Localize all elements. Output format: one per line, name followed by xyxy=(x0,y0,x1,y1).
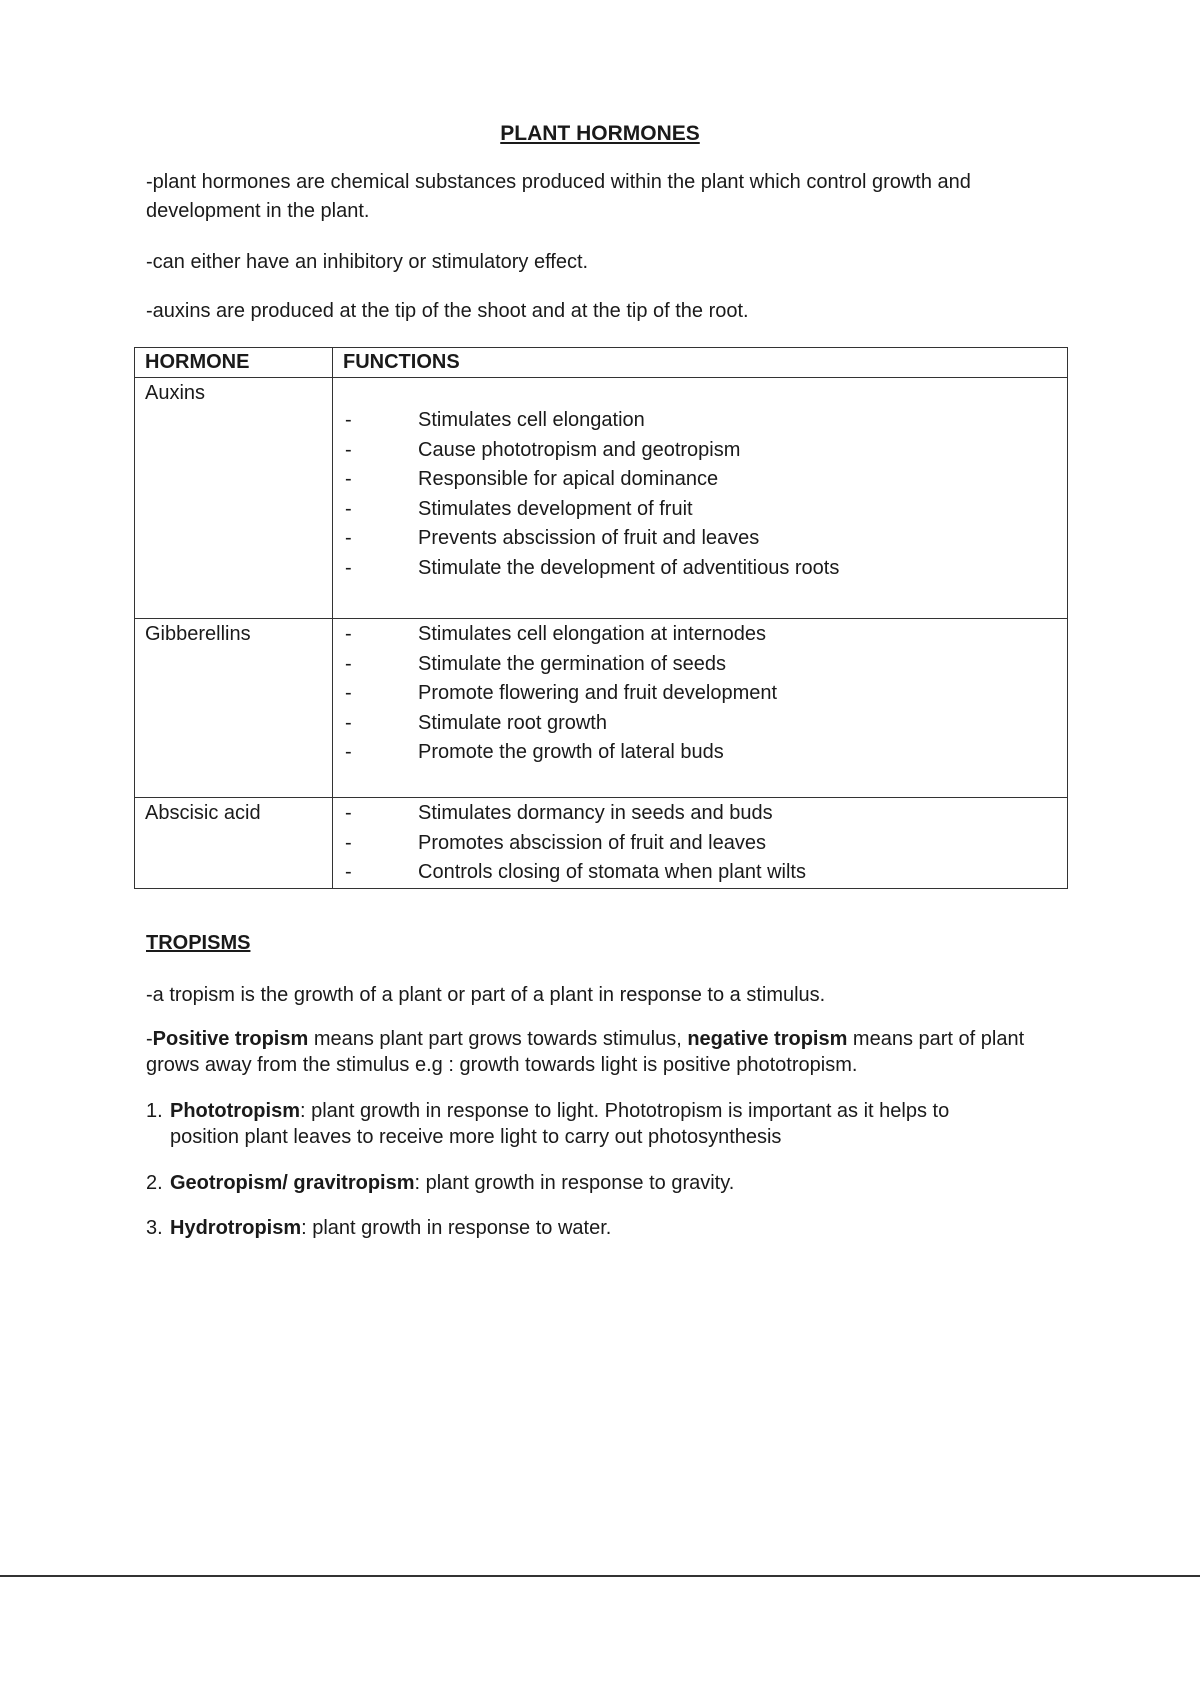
function-text: Responsible for apical dominance xyxy=(418,468,719,490)
item-text: : plant growth in response to light. Phototropism is important as it helps to xyxy=(300,1100,950,1122)
dash-marker: - xyxy=(345,438,352,461)
item-number: 1. xyxy=(146,1100,163,1122)
dash-marker: - xyxy=(345,527,352,549)
functions-cell xyxy=(333,798,1068,889)
list-item xyxy=(333,465,1067,495)
negative-tropism-term: negative tropism xyxy=(687,1028,848,1050)
dash-marker: - xyxy=(345,711,352,734)
dash-marker: - xyxy=(345,652,352,675)
header-functions: FUNCTIONS xyxy=(333,348,1068,378)
list-item xyxy=(146,1098,1046,1150)
intro-paragraph-3: -auxins are produced at the tip of the shoot and at the tip of the root. xyxy=(146,300,749,322)
list-item xyxy=(146,1215,1046,1241)
function-text: Stimulate root growth xyxy=(418,711,607,734)
pos-prefix: - xyxy=(146,1028,153,1050)
function-text: Controls closing of stomata when plant wilts xyxy=(418,861,806,883)
functions-list xyxy=(333,378,1067,583)
functions-list xyxy=(333,798,1067,888)
function-text: Stimulates development of fruit xyxy=(418,497,693,520)
positive-negative-paragraph xyxy=(146,1026,1046,1078)
functions-cell xyxy=(333,378,1068,619)
functions-cell xyxy=(333,619,1068,798)
list-item xyxy=(146,1170,1046,1196)
item-term: Hydrotropism xyxy=(170,1217,302,1239)
item-term: Phototropism xyxy=(170,1100,300,1122)
bottom-divider xyxy=(0,1575,1200,1577)
table-header-row xyxy=(135,348,1068,378)
dash-marker: - xyxy=(345,861,352,883)
item-text-continued: position plant leaves to receive more light to carry out photosynthesis xyxy=(170,1126,782,1148)
item-term: Geotropism/ gravitropism xyxy=(170,1172,415,1194)
list-item xyxy=(333,709,1067,739)
table-row xyxy=(135,798,1068,889)
item-text: : plant growth in response to gravity. xyxy=(414,1172,735,1194)
functions-list xyxy=(333,619,1067,768)
function-text: Stimulates cell elongation at internodes xyxy=(418,623,766,645)
function-text: Promote flowering and fruit development xyxy=(418,682,778,704)
function-text: Promote the growth of lateral buds xyxy=(418,741,724,763)
dash-marker: - xyxy=(345,468,352,490)
function-text: Cause phototropism and geotropism xyxy=(418,438,741,461)
list-item xyxy=(333,620,1067,650)
list-item xyxy=(333,524,1067,554)
item-number: 2. xyxy=(146,1172,163,1194)
dash-marker: - xyxy=(345,831,352,854)
function-text: Stimulates dormancy in seeds and buds xyxy=(418,802,773,824)
function-text: Promotes abscission of fruit and leaves xyxy=(418,831,766,854)
hormone-name: Abscisic acid xyxy=(135,798,333,889)
list-item xyxy=(333,858,1067,888)
dash-marker: - xyxy=(345,556,352,579)
list-item xyxy=(333,829,1067,859)
tropism-definition: -a tropism is the growth of a plant or part of a plant in response to a stimulus. xyxy=(146,984,826,1006)
page-title: PLANT HORMONES xyxy=(500,122,700,145)
list-item xyxy=(333,436,1067,466)
function-text: Stimulates cell elongation xyxy=(418,409,645,431)
list-item xyxy=(333,679,1067,709)
dash-marker: - xyxy=(345,623,352,645)
item-text: : plant growth in response to water. xyxy=(301,1217,612,1239)
dash-marker: - xyxy=(345,682,352,704)
negative-tropism-text: means part of plant grows away from the stimulus e.g : growth towards light is positive phototropism. xyxy=(146,1028,1025,1076)
intro-paragraph-1: -plant hormones are chemical substances produced within the plant which control growth and development in the plant. xyxy=(146,171,971,222)
table-row xyxy=(135,378,1068,619)
list-item xyxy=(333,406,1067,436)
function-text: Stimulate the germination of seeds xyxy=(418,652,726,675)
list-item xyxy=(333,650,1067,680)
dash-marker: - xyxy=(345,409,352,431)
hormone-name: Auxins xyxy=(135,378,333,619)
header-hormone: HORMONE xyxy=(135,348,333,378)
list-item xyxy=(333,495,1067,525)
positive-tropism-text: means plant part grows towards stimulus, xyxy=(308,1028,688,1050)
hormone-name: Gibberellins xyxy=(135,619,333,798)
list-item xyxy=(333,738,1067,768)
hormone-table xyxy=(134,347,1068,889)
function-text: Prevents abscission of fruit and leaves xyxy=(418,527,760,549)
list-item xyxy=(333,799,1067,829)
function-text: Stimulate the development of adventitious roots xyxy=(418,556,840,579)
item-number: 3. xyxy=(146,1217,163,1239)
tropisms-heading: TROPISMS xyxy=(146,932,251,954)
dash-marker: - xyxy=(345,802,352,824)
table-row xyxy=(135,619,1068,798)
intro-paragraph-2: -can either have an inhibitory or stimulatory effect. xyxy=(146,251,589,273)
dash-marker: - xyxy=(345,741,352,763)
positive-tropism-term: Positive tropism xyxy=(152,1028,309,1050)
list-item xyxy=(333,554,1067,584)
dash-marker: - xyxy=(345,497,352,520)
